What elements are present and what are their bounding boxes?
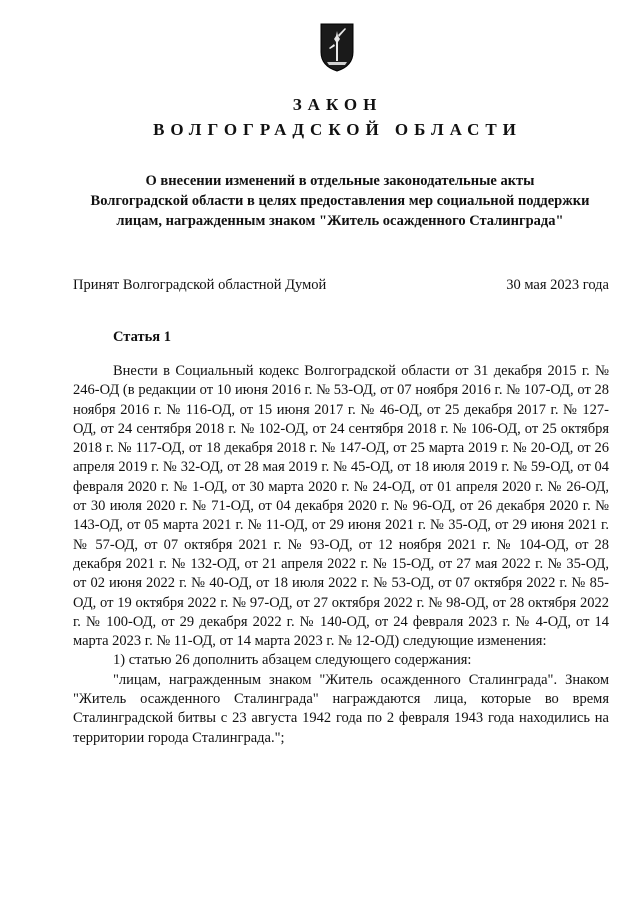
law-region-title: ВОЛГОГРАДСКОЙ ОБЛАСТИ	[153, 120, 522, 139]
subject-line: лицам, награжденным знаком "Житель осажденного Сталинграда"	[116, 213, 564, 229]
subject-line: Волгоградской области в целях предоставления мер социальной поддержки	[90, 193, 590, 209]
article-paragraph: "лицам, награжденным знаком "Житель осажденного Сталинграда". Знаком "Житель осажденного Сталинграда" награждаются лица, которые во время Сталинградской битвы с 23 августа 1942 года по 2 февраля 1943 года находились на территории города Сталинграда.";	[73, 671, 609, 746]
subject-line: О внесении изменений в отдельные законодательные акты	[145, 173, 535, 189]
article-paragraph: 1) статью 26 дополнить абзацем следующего содержания:	[113, 652, 472, 669]
article-paragraph: Внести в Социальный кодекс Волгоградской области от 31 декабря 2015 г. № 246-ОД (в редакции от 10 июня 2016 г. № 53-ОД, от 07 ноября 2016 г. № 107-ОД, от 28 ноября 2016 г. № 116-ОД, от 15 июня 2017 г. № 46-ОД, от 25 декабря 2017 г. № 127-ОД, от 24 сентября 2018 г. № 102-ОД, от 24 сентября 2018 г. № 106-ОД, от 25 октября 2018 г. № 117-ОД, от 18 декабря 2018 г. № 147-ОД, от 25 марта 2019 г. № 20-ОД, от 26 апреля 2019 г. № 32-ОД, от 28 мая 2019 г. № 45-ОД, от 18 июля 2019 г. № 59-ОД, от 04 февраля 2020 г. № 1-ОД, от 30 марта 2020 г. № 24-ОД, от 01 апреля 2020 г. № 26-ОД, от 30 июля 2020 г. № 71-ОД, от 04 декабря 2020 г. № 96-ОД, от 26 декабря 2020 г. № 143-ОД, от 05 марта 2021 г. № 11-ОД, от 29 июня 2021 г. № 35-ОД, от 29 июня 2021 г. № 57-ОД, от 07 октября 2021 г. № 93-ОД, от 12 ноября 2021 г. № 104-ОД, от 28 декабря 2021 г. № 132-ОД, от 21 апреля 2022 г. № 15-ОД, от 27 мая 2022 г. № 35-ОД, от 02 июня 2022 г. № 40-ОД, от 18 июля 2022 г. № 53-ОД, от 07 октября 2022 г. № 85-ОД, от 19 октября 2022 г. № 97-ОД, от 27 октября 2022 г. № 98-ОД, от 28 октября 2022 г. № 100-ОД, от 29 декабря 2022 г. № 140-ОД, от 24 февраля 2023 г. № 4-ОД, от 14 марта 2023 г. № 11-ОД, от 14 марта 2023 г. № 12-ОД) следующие изменения:	[73, 363, 609, 650]
adopted-by: Принят Волгоградской областной Думой	[73, 277, 327, 293]
volgograd-coat-of-arms-icon	[319, 22, 355, 72]
article-heading: Статья 1	[113, 329, 171, 345]
law-subject	[70, 171, 610, 231]
article-body	[73, 362, 609, 748]
adoption-date: 30 мая 2023 года	[506, 277, 609, 293]
law-title: ЗАКОН	[292, 95, 383, 114]
